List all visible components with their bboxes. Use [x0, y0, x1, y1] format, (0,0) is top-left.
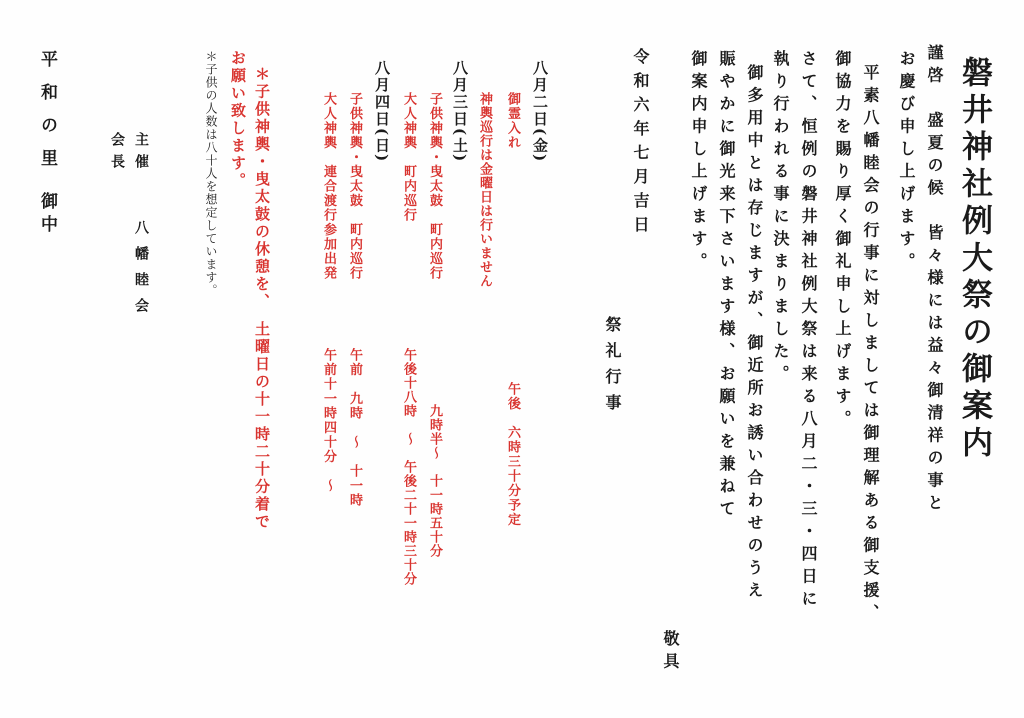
letter-line-9: 御案内申し上げます。: [689, 50, 708, 275]
notice-footnote: ＊子供の人数は八十人を想定しています。: [204, 50, 218, 297]
document-title: 磐井神社例大祭の御案内: [956, 56, 992, 463]
host-label: 主催: [133, 132, 149, 176]
host-name: 八幡睦会: [133, 220, 149, 324]
day1-date: 八月二日(金): [531, 60, 549, 164]
notice-line-2: お願い致します。: [229, 50, 247, 190]
day3-item2-time: 午前十一時四十分 ～: [321, 348, 336, 493]
letter-line-6: 執り行われる事に決まりました。: [771, 50, 790, 388]
day2-item1: 子供神輿・曳太鼓 町内巡行: [427, 92, 442, 281]
day3-date: 八月四日(日): [373, 60, 391, 164]
addressee-line-2: 御中: [37, 192, 57, 238]
letter-line-7: 御多用中とは存じますが、御近所お誘い合わせのうえ: [745, 64, 764, 604]
day3-item2: 大人神輿 連合渡行参加出発: [321, 92, 336, 281]
day1-note: 神輿巡行は金曜日は行いません: [477, 92, 492, 288]
letter-line-5: さて、恒例の磐井神社例大祭は来る八月二・三・四日に: [799, 50, 818, 613]
letter-line-3: 平素八幡睦会の行事に対しましては御理解ある御支援、: [861, 64, 880, 627]
day1-item1: 御霊入れ: [505, 92, 520, 150]
letter-line-4: 御協力を賜り厚く御礼申し上げます。: [833, 50, 852, 433]
chair-label: 会長: [109, 132, 125, 176]
day2-date: 八月三日(土): [451, 60, 469, 164]
addressee-line-1: 平和の里: [37, 50, 57, 182]
notice-line-1: ＊子供神輿・曳太鼓の休憩を、 土曜日の十一時二十分着で: [253, 66, 271, 531]
letter-line-1: 謹啓 盛夏の候 皆々様には益々御清祥の事と: [925, 44, 944, 517]
closing-keigu: 敬具: [661, 630, 680, 675]
day2-item2-time: 午後十八時 ～ 午後二十一時三十分: [401, 348, 416, 586]
letter-line-8: 賑やかに御光来下さいます様、お願いを兼ねて: [717, 50, 736, 523]
letter-date: 令和六年七月吉日: [631, 48, 650, 240]
day2-item1-time: 九時半～ 十一時五十分: [427, 404, 442, 558]
day3-item1: 子供神輿・曳太鼓 町内巡行: [347, 92, 362, 281]
day1-item1-time: 午後 六時三十分予定: [505, 382, 520, 527]
section-heading: 祭礼行事: [603, 316, 622, 420]
letter-line-2: お慶び申し上げます。: [897, 50, 916, 275]
day2-item2: 大人神輿 町内巡行: [401, 92, 416, 223]
day3-item1-time: 午前 九時 ～ 十一時: [347, 348, 362, 508]
